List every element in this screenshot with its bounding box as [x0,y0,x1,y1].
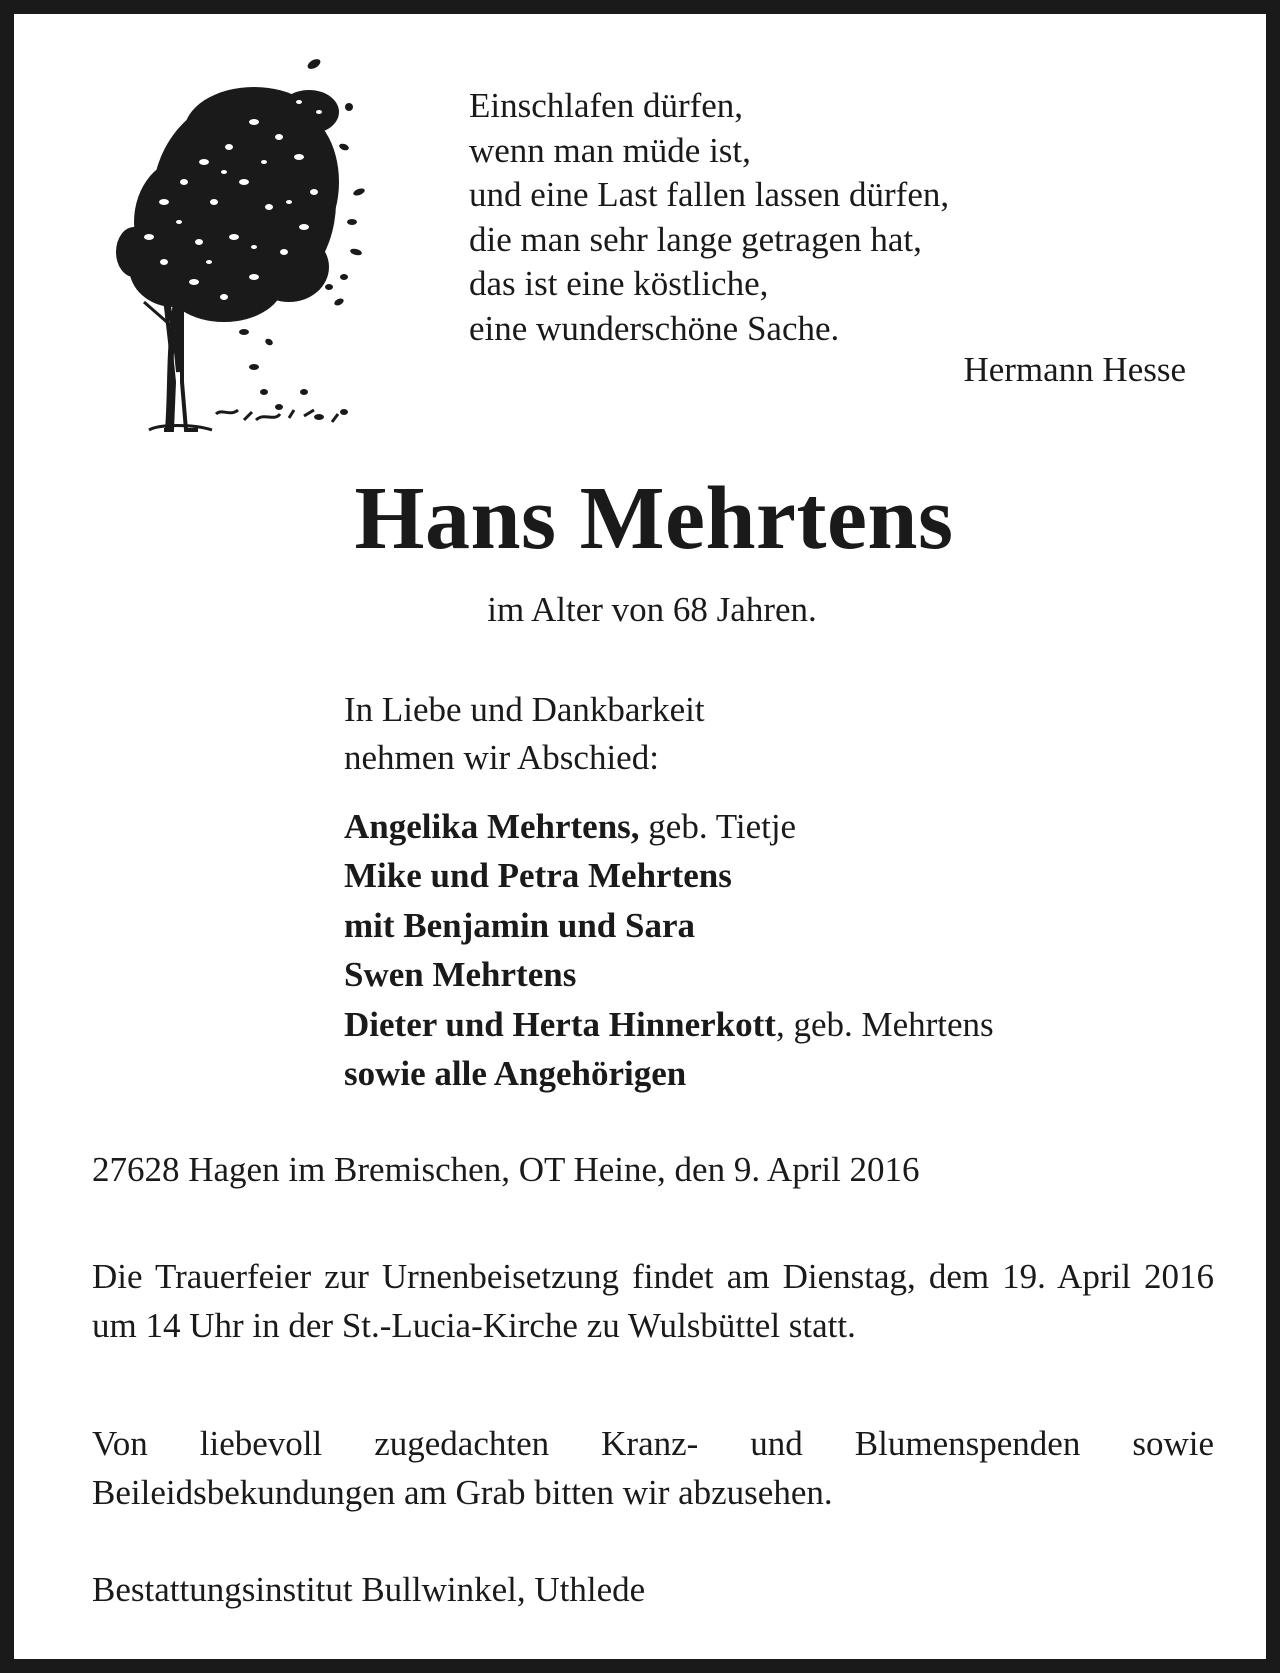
mourner-name: sowie alle Angehörigen [344,1054,687,1094]
mourner-note: geb. Tietje [639,807,797,846]
undertaker-credit: Bestattungsinstitut Bullwinkel, Uthlede [92,1570,646,1609]
mourner-name: Dieter und Herta Hinnerkott [344,1004,776,1044]
poem-line: eine wunderschöne Sache. [469,308,840,348]
mourner-entry [344,1049,994,1098]
deceased-name-text: Hans Mehrtens [354,469,954,568]
poem-line: und eine Last fallen lassen dürfen, [469,175,950,214]
mourner-name: Swen Mehrtens [344,955,577,995]
mourner-entry [344,1000,994,1049]
mourners-list [344,802,994,1098]
mourner-name: Mike und Petra Mehrtens [344,856,732,896]
mourner-name: mit Benjamin und Sara [344,905,696,945]
poem [469,84,1214,351]
mourner-name: Angelika Mehrtens, [344,807,640,846]
mourner-entry [344,901,994,950]
poem-line: die man sehr lange getragen hat, [469,219,922,259]
deceased-age [14,590,1280,630]
mourner-entry [344,851,994,900]
poem-author: Hermann Hesse [963,350,1186,389]
farewell-line: In Liebe und Dankbarkeit [344,690,705,729]
farewell-line: nehmen wir Abschied: [344,738,659,777]
mourner-entry [344,802,994,851]
poem-line: wenn man müde ist, [469,130,751,170]
deceased-age-text: im Alter von 68 Jahren. [487,590,817,629]
donation-notice: Von liebevoll zugedachten Kranz- und Blumenspenden sowie Beileidsbekundungen am Grab bitten wir abzusehen. [92,1424,1214,1512]
poem-line: das ist eine köstliche, [469,264,769,303]
farewell-text [344,686,705,782]
mourner-note: , geb. Mehrtens [775,1004,994,1044]
tree-with-falling-leaves-icon [104,52,384,432]
poem-line: Einschlafen dürfen, [469,86,744,125]
mourner-entry [344,950,994,999]
ceremony-notice: Die Trauerfeier zur Urnenbeisetzung findet am Dienstag, dem 19. April 2016 um 14 Uhr in der St.-Lucia-Kirche zu Wulsbüttel statt. [92,1257,1214,1345]
place-and-date: 27628 Hagen im Bremischen, OT Heine, den 9. April 2016 [92,1150,920,1189]
deceased-name [14,464,1280,574]
